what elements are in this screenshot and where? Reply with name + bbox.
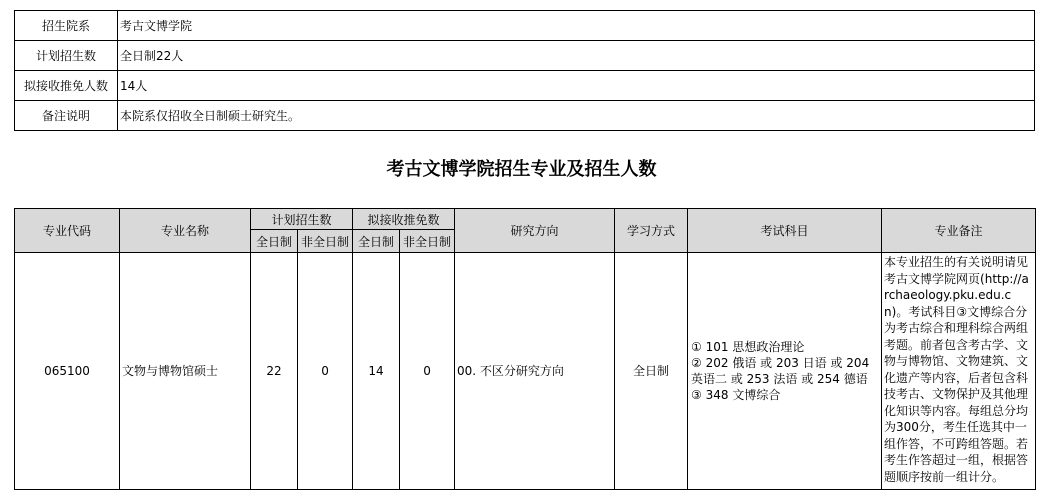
header-rec-non-full-time: 非全日制 [400, 230, 455, 253]
header-direction: 研究方向 [455, 209, 615, 253]
info-label: 拟接收推免人数 [15, 71, 118, 101]
cell-plan-full: 22 [251, 253, 298, 490]
header-code: 专业代码 [15, 209, 120, 253]
header-plan-non-full-time: 非全日制 [298, 230, 353, 253]
cell-rec-full: 14 [353, 253, 400, 490]
cell-plan-non-full: 0 [298, 253, 353, 490]
header-mode: 学习方式 [615, 209, 688, 253]
table-row [15, 253, 1036, 490]
info-value: 14人 [118, 71, 1035, 101]
info-label: 计划招生数 [15, 41, 118, 71]
cell-mode: 全日制 [615, 253, 688, 490]
header-plan-full-time: 全日制 [251, 230, 298, 253]
cell-subjects [688, 253, 882, 490]
header-recommend: 拟接收推免数 [353, 209, 455, 230]
info-value: 考古文博学院 [118, 11, 1035, 41]
cell-notes: 本专业招生的有关说明请见考古文博学院网页(http://archaeology.pku.edu.cn)。考试科目③文博综合分为考古综合和理科综合两组考题。前者包含考古学、文物与博物馆、文物建筑、文化遗产等内容，后者包含科技考古、文物保护及其他理化知识等内容。每组总分均为300分，考生任选其中一组作答，不可跨组答题。若考生作答超过一组，根据答题顺序按前一组计分。 [882, 253, 1036, 490]
info-row-notes [15, 101, 1035, 131]
header-plan: 计划招生数 [251, 209, 353, 230]
cell-rec-non-full: 0 [400, 253, 455, 490]
cell-direction: 00. 不区分研究方向 [455, 253, 615, 490]
info-value: 本院系仅招收全日制硕士研究生。 [118, 101, 1035, 131]
section-title: 考古文博学院招生专业及招生人数 [386, 159, 657, 180]
info-label: 备注说明 [15, 101, 118, 131]
subject-line: ② 202 俄语 或 203 日语 或 204 英语二 或 253 法语 或 254 德语 [691, 356, 870, 386]
info-row-department [15, 11, 1035, 41]
header-name: 专业名称 [120, 209, 251, 253]
info-label: 招生院系 [15, 11, 118, 41]
info-table [14, 10, 1035, 131]
subject-line: ③ 348 文博综合 [691, 388, 781, 402]
cell-name: 文物与博物馆硕士 [120, 253, 251, 490]
header-rec-full-time: 全日制 [353, 230, 400, 253]
info-row-recommend [15, 71, 1035, 101]
info-row-plan [15, 41, 1035, 71]
cell-code: 065100 [15, 253, 120, 490]
header-row-1 [15, 209, 1036, 230]
info-value: 全日制22人 [118, 41, 1035, 71]
subject-line: ① 101 思想政治理论 [691, 340, 805, 354]
header-subjects: 考试科目 [688, 209, 882, 253]
major-table [14, 208, 1036, 490]
header-notes: 专业备注 [882, 209, 1036, 253]
